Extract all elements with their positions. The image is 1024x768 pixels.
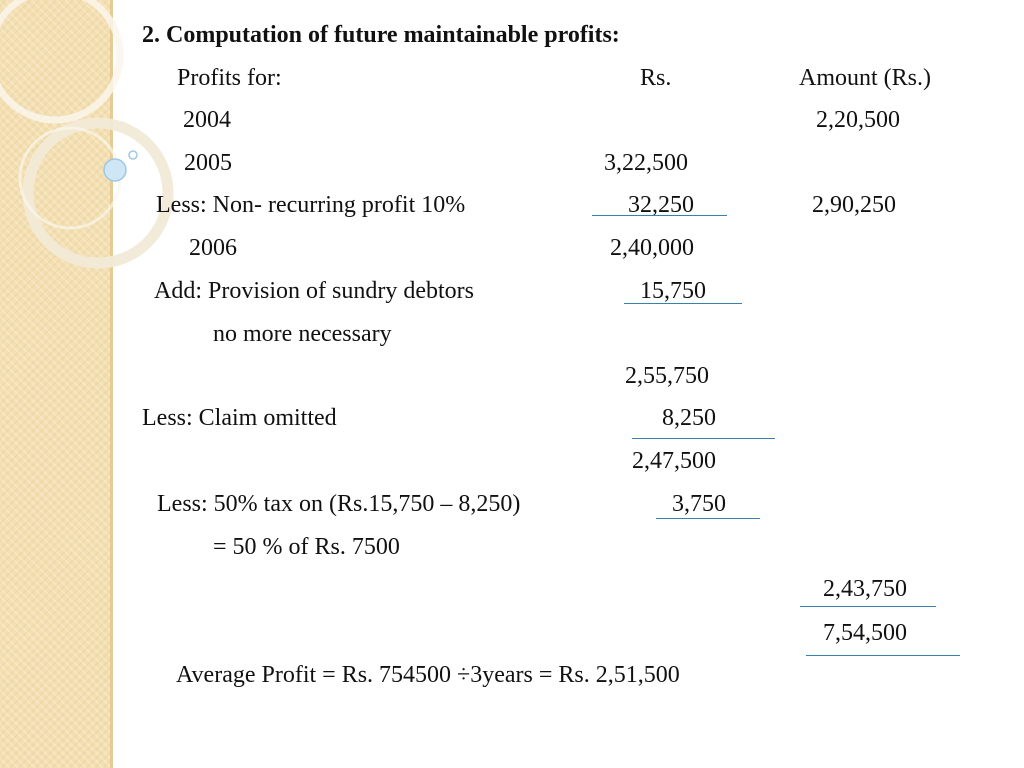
less-tax-label: Less: 50% tax on (Rs.15,750 – 8,250) [157,491,521,517]
rs-provision: 15,750 [640,278,706,304]
sidebar-edge [110,0,113,768]
amount-2006: 2,43,750 [823,576,907,602]
rs-column-header: Rs. [640,65,672,91]
rs-2006: 2,40,000 [610,235,694,261]
underline-amount-2006 [800,606,936,607]
year-2004-label: 2004 [183,107,231,133]
underline-claim [632,438,775,439]
year-2005-label: 2005 [184,150,232,176]
amount-2004: 2,20,500 [816,107,900,133]
section-heading: 2. Computation of future maintainable profits: [142,22,620,48]
rs-nonrecurring: 32,250 [628,192,694,218]
profits-for-label: Profits for: [177,65,282,91]
decorative-sidebar [0,0,113,768]
underline-nonrecurring [592,215,727,216]
underline-tax [656,518,760,519]
underline-provision [624,303,742,304]
rs-claim: 8,250 [662,405,716,431]
average-profit-line: Average Profit = Rs. 754500 ÷3years = Rs. 2,51,500 [176,662,680,688]
amount-total: 7,54,500 [823,620,907,646]
amount-column-header: Amount (Rs.) [799,65,931,91]
rs-subtotal-1: 2,55,750 [625,363,709,389]
less-claim-label: Less: Claim omitted [142,405,337,431]
amount-2005: 2,90,250 [812,192,896,218]
rs-subtotal-2: 2,47,500 [632,448,716,474]
year-2006-label: 2006 [189,235,237,261]
bubble-small [129,151,137,159]
add-provision-label: Add: Provision of sundry debtors [154,278,474,304]
rs-tax: 3,750 [672,491,726,517]
no-more-necessary-label: no more necessary [213,321,392,347]
rs-2005: 3,22,500 [604,150,688,176]
tax-note-label: = 50 % of Rs. 7500 [213,534,400,560]
underline-total [806,655,960,656]
less-nonrecurring-label: Less: Non- recurring profit 10% [156,192,466,218]
